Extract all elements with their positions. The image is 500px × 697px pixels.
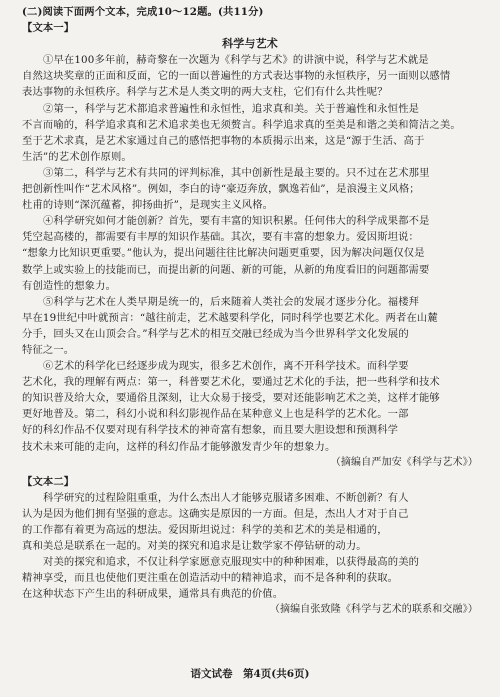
text1-line: 有创造性的想象力。 [22,279,117,292]
text1-body [22,52,478,454]
text2-label: 【文本二】 [22,475,75,488]
question-header: (二)阅读下面两个文本，完成10～12题。(共11分) [22,6,264,18]
text1-source: （摘编自严加安《科学与艺术》） [330,456,478,468]
text1-title: 科学与艺术 [222,37,278,51]
text2-line: 认为是因为他们拥有坚强的意志。这确实是原因的一方面。但是，杰出人才对于自己 [22,507,409,520]
text1-line: 更好地普及。第二，科幻小说和科幻影视作品在某种意义上也是科学的艺术化。一部 [22,408,409,421]
text2-line: 的工作都有着更为高远的想法。爱因斯坦说过：科学的美和艺术的美是相通的， [22,524,388,536]
text1-line: 至于艺术求真，是艺术家通过自己的感悟把事物的本质揭示出来，这是“源于生活、高于 [22,134,425,147]
text1-line: ③第二，科学与艺术有共同的评判标准，其中创新性是最主要的。只不过在艺术那里 [43,166,430,179]
text1-line: ⑥艺术的科学化已经逐步成为现实，很多艺术创作，离不开科学技术。而科学要 [43,360,409,373]
text1-line: 分手，回头又在山顶会合。”科学与艺术的相互交融已经成为当今世界科学文化发展的 [22,327,409,340]
text1-line: 生活”的艺术创作原则。 [22,150,132,163]
text1-line: ②第一，科学与艺术都追求普遍性和永恒性，追求真和美。关于普遍性和永恒性是 [43,102,420,115]
text1-line: 数学上或实验上的技能而已，而提出新的问题、新的可能，从新的角度看旧的问题都需要 [22,263,430,276]
text1-label: 【文本一】 [22,22,75,35]
page-footer: 语文试卷 第4页(共6页) [190,668,310,680]
text1-line: ④科学研究如何才能创新？首先，要有丰富的知识积累。任何伟大的科学成果都不是 [43,215,430,228]
text1-line: 好的科幻作品不仅要对现有科学技术的神奇富有想象，而且要大胆设想和预测科学 [22,424,399,437]
text1-line: 技术未来可能的走向，这样的科幻作品才能够激发青少年的想象力。 [22,440,336,453]
text1-line: 凭空起高楼的，都需要有丰厚的知识作基础。其次，要有丰富的想象力。爱因斯坦说： [22,231,419,244]
text1-line: 早在19世纪中叶就预言：“越往前走，艺术越要科学化，同时科学也要艺术化。两者在山麓 [22,311,438,324]
text1-line: 特征之一。 [22,343,75,356]
text1-line: 把创新性叫作“艺术风格”。例如，李白的诗“豪迈奔放，飘逸若仙”，是浪漫主义风格； [22,183,420,196]
text2-source: （摘编自张致隆《科学与艺术的联系和交融》） [269,604,478,616]
text2-line: 真和美总是联系在一起的。对美的探究和追求是让数学家不停钻研的动力。 [22,540,367,553]
text1-line: 自然这块奖章的正面和反面，它的一面以普遍性的方式表达事物的永恒秩序，另一面则以感情 [22,70,451,83]
text2-line: 在这种状态下产生出的科研成果，通常具有典范的价值。 [22,588,284,601]
text1-line: “想象力比知识更重要。”他认为，提出问题往往比解决问题更重要，因为解决问题仅仅是 [22,247,425,260]
text1-line: 不言而喻的，科学追求真和艺术追求美也无须赘言。科学追求真的至美是和谐之美和简洁之美。 [22,118,461,131]
text1-line: 表达事物的永恒秩序。科学与艺术是人类文明的两大支柱，它们有什么共性呢？ [22,86,388,99]
text2-line: 对美的探究和追求，不仅让科学家愿意克服现实中的种种困难，以获得最高的美的 [43,556,420,569]
text2-body [22,490,478,603]
text1-line: ①早在100多年前，赫奇黎在一次题为《科学与艺术》的讲演中说，科学与艺术就是 [43,54,429,67]
text1-line: 艺术化，我的理解有两点：第一，科普要艺术化，要通过艺术化的手法，把一些科学和技术 [22,376,440,389]
text1-line: 的知识普及给大众，要通俗且深刻，让大众易于接受，要对还能影响艺术之美，这样才能够 [22,392,440,405]
text2-line: 科学研究的过程险阻重重，为什么杰出人才能够克服诸多困难、不断创新？有人 [43,491,409,504]
text2-line: 精神享受，而且也使他们更注重在创造活动中的精神追求，而不是各种利的获取。 [22,572,399,585]
text1-line: ⑤科学与艺术在人类早期是统一的，后来随着人类社会的发展才逐步分化。福楼拜 [43,295,420,308]
text1-line: 杜甫的诗则“深沉蕴蓄，抑扬曲折”，是现实主义风格。 [22,199,274,212]
